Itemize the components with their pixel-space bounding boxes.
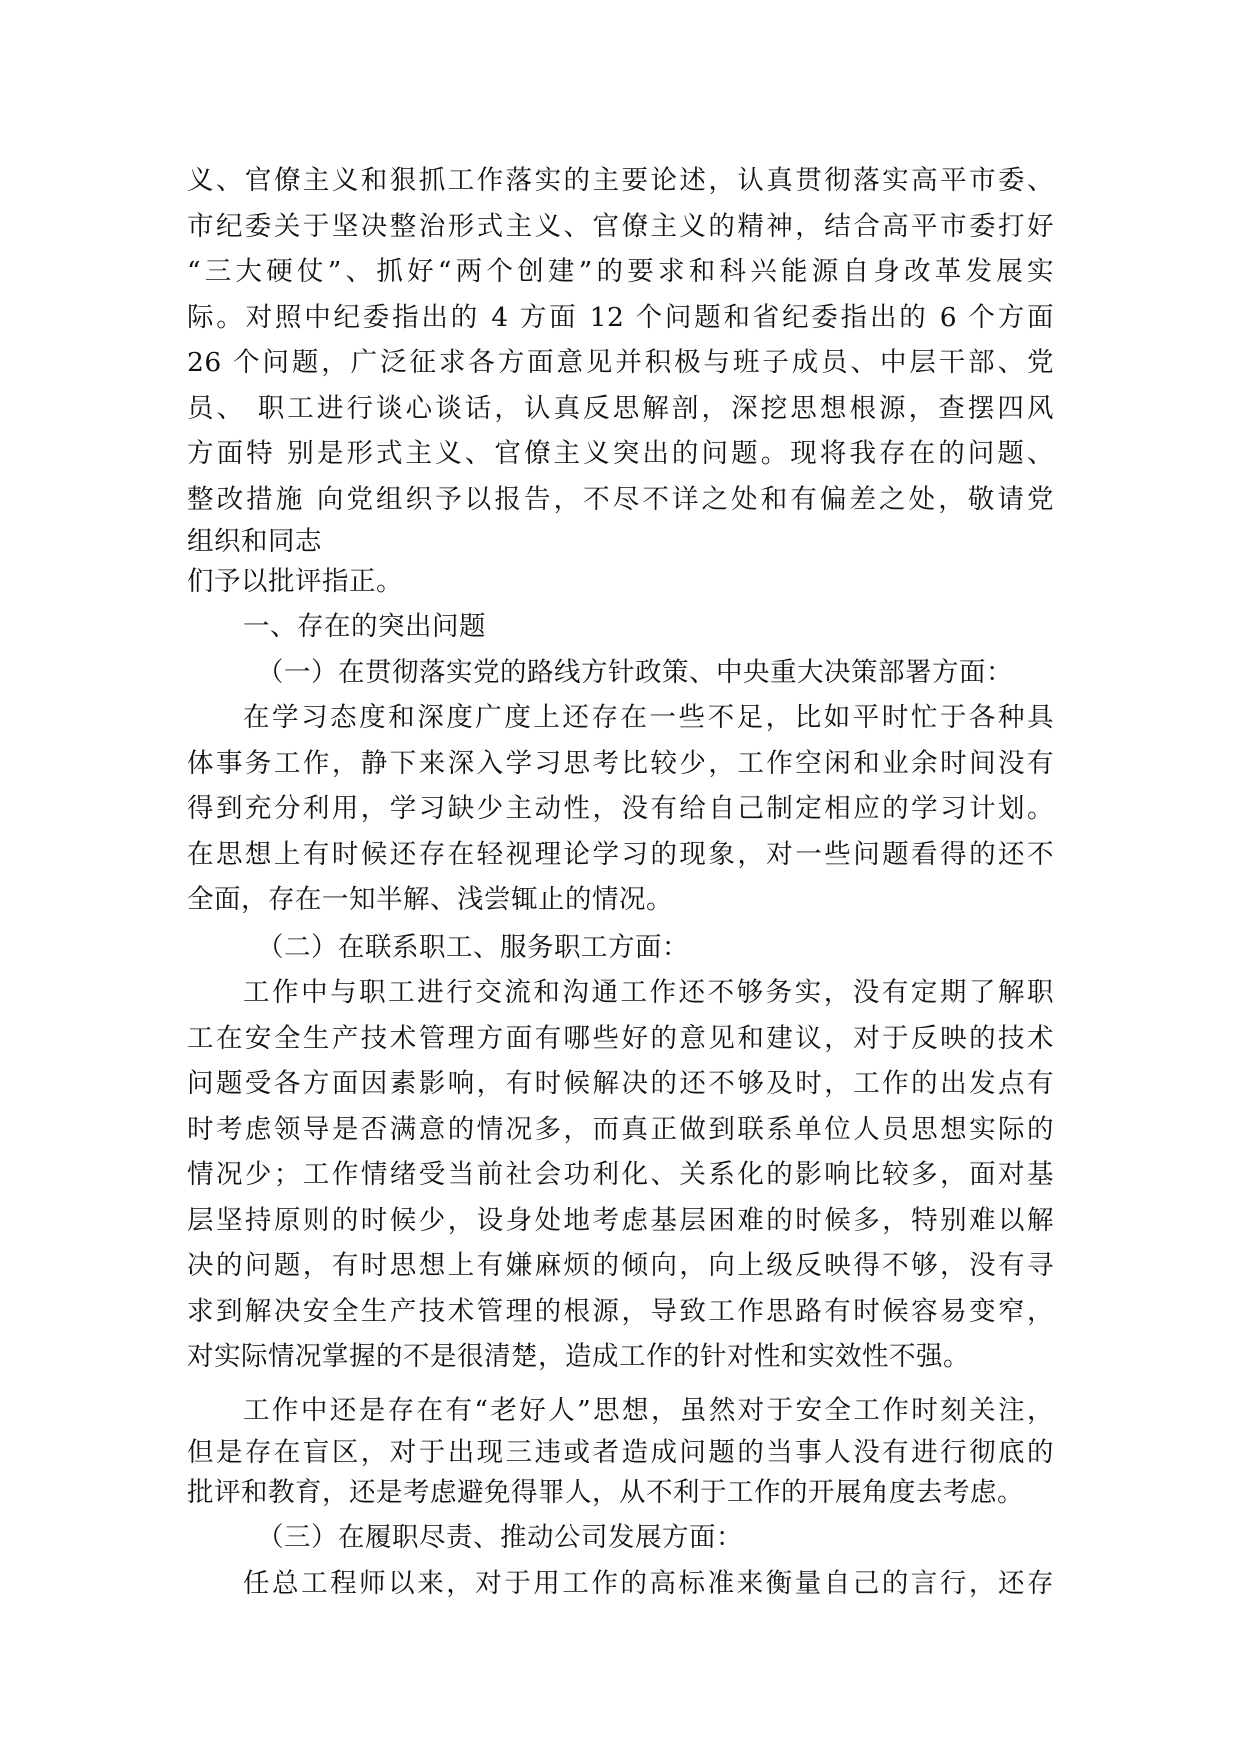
subsection-1-paragraph bbox=[187, 695, 1054, 923]
text-line: 工作中与职工进行交流和沟通工作还不够务实，没有定期了解职 bbox=[243, 977, 1054, 1008]
text-line: 市纪委关于坚决整治形式主义、官僚主义的精神，结合高平市委打好 bbox=[187, 210, 1054, 242]
subsection-2-paragraph-2 bbox=[187, 1388, 1054, 1514]
text-line: 在学习态度和深度广度上还存在一些不足，比如平时忙于各种具 bbox=[243, 702, 1054, 733]
subsection-heading: （三）在履职尽责、推动公司发展方面： bbox=[257, 1522, 743, 1553]
text-line: 情况少；工作情绪受当前社会功利化、关系化的影响比较多，面对基 bbox=[187, 1159, 1054, 1190]
text-line: 求到解决安全生产技术管理的根源，导致工作思路有时候容易变窄， bbox=[187, 1295, 1054, 1327]
intro-paragraph bbox=[187, 158, 1054, 602]
text-line: 整改措施 向党组织予以报告，不尽不详之处和有偏差之处，敬请党 bbox=[187, 483, 1054, 515]
text-line: 员、 职工进行谈心谈话，认真反思解剖，深挖思想根源，查摆四风 bbox=[187, 392, 1054, 424]
text-line: 们予以批评指正。 bbox=[187, 566, 403, 597]
document-body bbox=[187, 158, 1054, 1606]
subsection-heading: （二）在联系职工、服务职工方面： bbox=[257, 931, 689, 963]
text-line: 组织和同志 bbox=[187, 526, 322, 557]
text-line: 决的问题，有时思想上有嫌麻烦的倾向，向上级反映得不够，没有寻 bbox=[187, 1250, 1054, 1281]
text-line: “三大硬仗”、抓好“两个创建”的要求和科兴能源自身改革发展实 bbox=[187, 256, 1054, 287]
subsection-3-paragraph bbox=[187, 1561, 1054, 1607]
text-line: 对实际情况掌握的不是很清楚，造成工作的针对性和实效性不强。 bbox=[187, 1341, 970, 1372]
text-line: 工作中还是存在有“老好人”思想，虽然对于安全工作时刻关注， bbox=[243, 1394, 1054, 1426]
subsection-2-paragraph-1 bbox=[187, 970, 1054, 1380]
subsection-heading: （一）在贯彻落实党的路线方针政策、中央重大决策部署方面： bbox=[257, 656, 1013, 688]
text-line: 但是存在盲区，对于出现三违或者造成问题的当事人没有进行彻底的 bbox=[187, 1437, 1054, 1468]
text-line: 26 个问题，广泛征求各方面意见并积极与班子成员、中层干部、党 bbox=[187, 347, 1054, 378]
text-line: 问题受各方面因素影响，有时候解决的还不够及时，工作的出发点有 bbox=[187, 1068, 1054, 1099]
text-line: 全面，存在一知半解、浅尝辄止的情况。 bbox=[187, 884, 673, 915]
text-line: 体事务工作，静下来深入学习思考比较少，工作空闲和业余时间没有 bbox=[187, 747, 1054, 779]
text-line: 层坚持原则的时候少，设身处地考虑基层困难的时候多，特别难以解 bbox=[187, 1204, 1054, 1236]
text-line: 在思想上有时候还存在轻视理论学习的现象，对一些问题看得的还不 bbox=[187, 838, 1054, 870]
text-line: 工在安全生产技术管理方面有哪些好的意见和建议，对于反映的技术 bbox=[187, 1022, 1054, 1054]
text-line: 义、官僚主义和狠抓工作落实的主要论述，认真贯彻落实高平市委、 bbox=[187, 165, 1054, 196]
text-line: 得到充分利用，学习缺少主动性，没有给自己制定相应的学习计划。 bbox=[187, 793, 1054, 824]
text-line: 际。对照中纪委指出的 4 方面 12 个问题和省纪委指出的 6 个方面 bbox=[187, 301, 1054, 333]
text-line: 时考虑领导是否满意的情况多，而真正做到联系单位人员思想实际的 bbox=[187, 1113, 1054, 1145]
section-heading: 一、存在的突出问题 bbox=[243, 611, 486, 642]
text-line: 批评和教育，还是考虑避免得罪人，从不利于工作的开展角度去考虑。 bbox=[187, 1477, 1024, 1508]
text-line: 任总工程师以来，对于用工作的高标准来衡量自己的言行，还存 bbox=[243, 1567, 1054, 1599]
text-line: 方面特 别是形式主义、官僚主义突出的问题。现将我存在的问题、 bbox=[187, 438, 1054, 469]
